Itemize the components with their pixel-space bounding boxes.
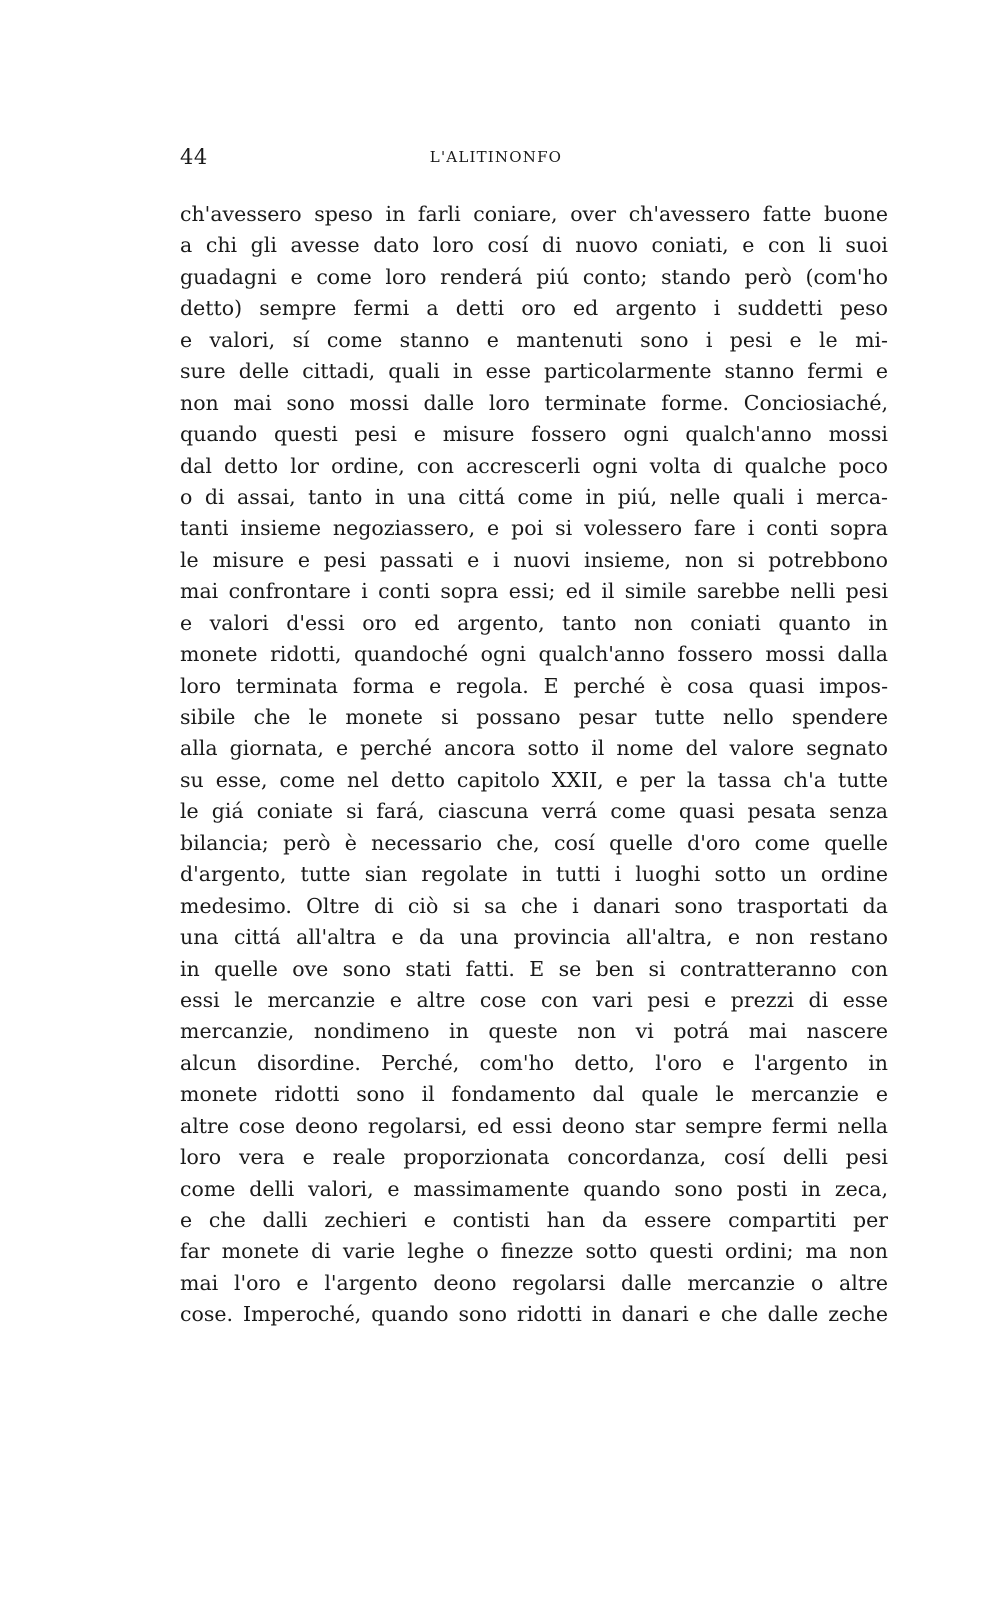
text-line: non mai sono mossi dalle loro terminate forme. Conciosiaché, — [180, 390, 888, 415]
text-line: mercanzie, nondimeno in queste non vi potrá mai nascere — [180, 1019, 888, 1044]
text-line: e che dalli zechieri e contisti han da essere compartiti per — [180, 1208, 888, 1232]
page-number: 44 — [180, 145, 208, 169]
text-line: altre cose deono regolarsi, ed essi deono star sempre fermi nella — [180, 1113, 888, 1138]
body-text — [180, 199, 888, 1331]
text-line: dal detto lor ordine, con accrescerli ogni volta di qualche poco — [180, 453, 888, 478]
text-line: alcun disordine. Perché, com'ho detto, l'oro e l'argento in — [180, 1050, 888, 1075]
text-line: monete ridotti sono il fondamento dal quale le mercanzie e — [180, 1082, 888, 1107]
text-line: su esse, come nel detto capitolo XXII, e per la tassa ch'a tutte — [180, 767, 888, 792]
text-line: e valori, sí come stanno e mantenuti sono i pesi e le mi- — [180, 327, 888, 352]
text-line: ch'avessero speso in farli coniare, over ch'avessero fatte buone — [180, 202, 888, 226]
text-line: cose. Imperoché, quando sono ridotti in danari e che dalle zeche — [180, 1302, 888, 1327]
text-line: alla giornata, e perché ancora sotto il nome del valore segnato — [180, 736, 888, 761]
text-line: guadagni e come loro renderá piú conto; stando però (com'ho — [180, 264, 888, 289]
text-line: loro vera e reale proporzionata concordanza, cosí delli pesi — [180, 1145, 888, 1170]
text-line: in quelle ove sono stati fatti. E se ben si contratteranno con — [180, 956, 888, 981]
text-line: o di assai, tanto in una cittá come in piú, nelle quali i merca- — [180, 484, 888, 509]
text-line: quando questi pesi e misure fossero ogni qualch'anno mossi — [180, 422, 888, 447]
text-line: loro terminata forma e regola. E perché è cosa quasi impos- — [180, 673, 888, 698]
text-line: le misure e pesi passati e i nuovi insieme, non si potrebbono — [180, 547, 888, 572]
text-line: mai confrontare i conti sopra essi; ed il simile sarebbe nelli pesi — [180, 579, 888, 604]
text-line: come delli valori, e massimamente quando sono posti in zeca, — [180, 1176, 888, 1201]
text-line: detto) sempre fermi a detti oro ed argento i suddetti peso — [180, 296, 888, 321]
running-head: L'ALITINONFO — [429, 148, 563, 166]
text-line: una cittá all'altra e da una provincia all'altra, e non restano — [180, 925, 888, 950]
text-line: a chi gli avesse dato loro cosí di nuovo coniati, e con li suoi — [180, 233, 888, 258]
text-line: far monete di varie leghe o finezze sotto questi ordini; ma non — [180, 1239, 888, 1264]
text-line: le giá coniate si fará, ciascuna verrá come quasi pesata senza — [180, 799, 888, 824]
text-line: e valori d'essi oro ed argento, tanto non coniati quanto in — [180, 610, 888, 635]
text-line: sure delle cittadi, quali in esse particolarmente stanno fermi e — [180, 359, 888, 384]
text-line: monete ridotti, quandoché ogni qualch'anno fossero mossi dalla — [180, 642, 888, 667]
text-line: medesimo. Oltre di ciò si sa che i danari sono trasportati da — [180, 893, 888, 918]
text-line: mai l'oro e l'argento deono regolarsi dalle mercanzie o altre — [180, 1270, 888, 1295]
text-line: tanti insieme negoziassero, e poi si volessero fare i conti sopra — [180, 516, 888, 541]
text-line: d'argento, tutte sian regolate in tutti i luoghi sotto un ordine — [180, 862, 888, 887]
text-line: sibile che le monete si possano pesar tutte nello spendere — [180, 705, 888, 729]
text-line: bilancia; però è necessario che, cosí quelle d'oro come quelle — [180, 830, 888, 855]
text-line: essi le mercanzie e altre cose con vari pesi e prezzi di esse — [180, 987, 888, 1012]
